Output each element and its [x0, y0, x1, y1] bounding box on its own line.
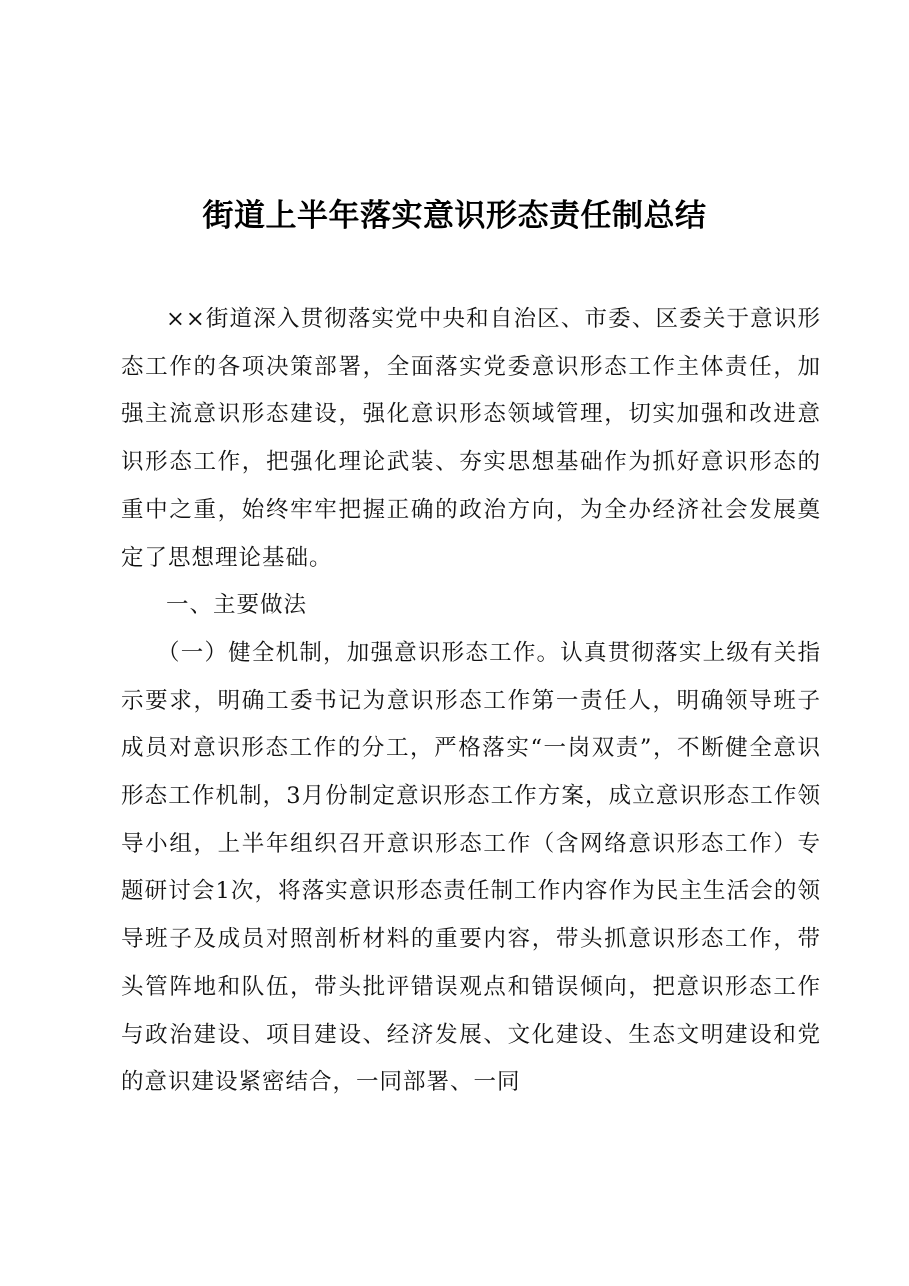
intro-paragraph: ××街道深入贯彻落实党中央和自治区、市委、区委关于意识形态工作的各项决策部署，全面落实党委意识形态工作主体责任，加强主流意识形态建设，强化意识形态领域管理，切实加强和改进意识形态工作，把强化理论武装、夯实思想基础作为抓好意识形态的重中之重，始终牢牢把握正确的政治方向，为全办经济社会发展奠定了思想理论基础。: [121, 306, 821, 571]
document-title: 街道上半年落实意识形态责任制总结: [202, 198, 707, 234]
document-body: [121, 296, 821, 1107]
section-heading: 一、主要做法: [166, 592, 308, 619]
section-paragraph: （一）健全机制，加强意识形态工作。认真贯彻落实上级有关指示要求，明确工委书记为意识形态工作第一责任人，明确领导班子成员对意识形态工作的分工，严格落实“一岗双责”，不断健全意识形态工作机制，3月份制定意识形态工作方案，成立意识形态工作领导小组，上半年组织召开意识形态工作（含网络意识形态工作）专题研讨会1次，将落实意识形态责任制工作内容作为民主生活会的领导班子及成员对照剖析材料的重要内容，带头抓意识形态工作，带头管阵地和队伍，带头批评错误观点和错误倾向，把意识形态工作与政治建设、项目建设、经济发展、文化建设、生态文明建设和党的意识建设紧密结合，一同部署、一同: [121, 639, 821, 1096]
